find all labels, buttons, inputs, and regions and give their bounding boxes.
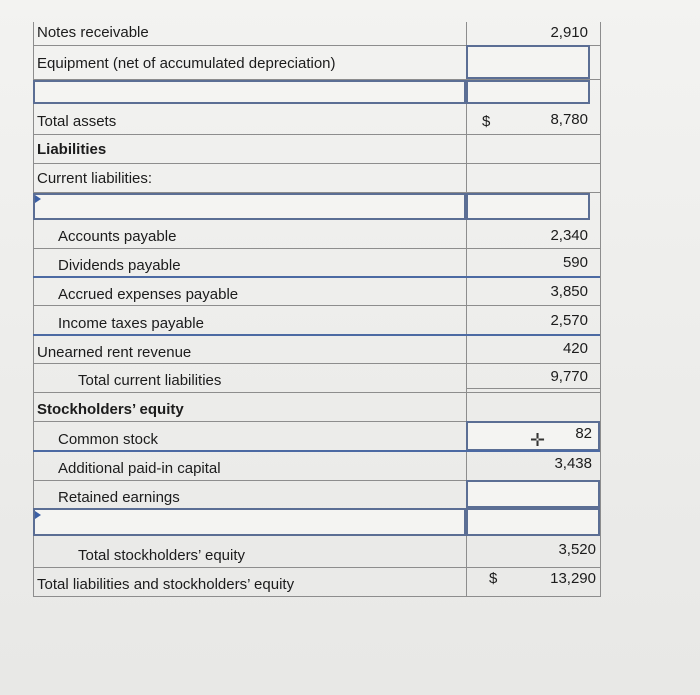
- total-se-value: 3,520: [558, 541, 596, 558]
- liabilities-heading: Liabilities: [37, 141, 107, 158]
- common-stock-value: 82: [575, 425, 592, 442]
- unearned-rent-value: 420: [562, 340, 588, 357]
- equipment-input[interactable]: [466, 45, 590, 79]
- blank-label-input[interactable]: [33, 80, 466, 104]
- total-l-se-value: 13,290: [550, 570, 596, 587]
- notes-receivable-value: 2,910: [550, 24, 588, 41]
- blank-value-input[interactable]: [466, 80, 590, 104]
- total-current-liabilities-value: 9,770: [550, 368, 588, 385]
- total-l-se-currency: $: [489, 570, 498, 587]
- unearned-rent-label: Unearned rent revenue: [37, 344, 192, 361]
- equipment-label: Equipment (net of accumulated depreciation): [37, 55, 336, 72]
- accrued-expenses-label: Accrued expenses payable: [58, 286, 239, 303]
- accounts-payable-label: Accounts payable: [58, 228, 177, 245]
- row-marker-icon-2: [35, 511, 41, 519]
- total-current-liabilities-label: Total current liabilities: [78, 372, 222, 389]
- total-assets-currency: $: [482, 113, 491, 130]
- total-assets-value: 8,780: [550, 111, 588, 128]
- apic-label: Additional paid-in capital: [58, 460, 221, 477]
- total-l-se-label: Total liabilities and stockholders’ equity: [37, 576, 295, 593]
- dividends-payable-label: Dividends payable: [58, 257, 181, 274]
- income-taxes-value: 2,570: [550, 312, 588, 329]
- total-assets-label: Total assets: [37, 113, 117, 130]
- retained-earnings-label: Retained earnings: [58, 489, 180, 506]
- blank-label-input-3[interactable]: [33, 508, 466, 536]
- accrued-expenses-value: 3,850: [550, 283, 588, 300]
- accounts-payable-value: 2,340: [550, 227, 588, 244]
- total-se-label: Total stockholders’ equity: [78, 547, 246, 564]
- retained-earnings-input[interactable]: [466, 480, 600, 508]
- apic-value: 3,438: [554, 455, 592, 472]
- stockholders-equity-heading: Stockholders’ equity: [37, 401, 184, 418]
- notes-receivable-label: Notes receivable: [37, 24, 149, 41]
- table-right-border: [600, 22, 601, 597]
- dividends-payable-value: 590: [562, 254, 588, 271]
- income-taxes-label: Income taxes payable: [58, 315, 204, 332]
- blank-label-input-2[interactable]: [33, 193, 466, 220]
- blank-value-input-3[interactable]: [466, 508, 600, 536]
- row-marker-icon: [35, 195, 41, 203]
- blank-value-input-2[interactable]: [466, 193, 590, 220]
- common-stock-label: Common stock: [58, 431, 159, 448]
- current-liabilities-label: Current liabilities:: [37, 170, 153, 187]
- crosshair-plus-icon: ✛: [530, 430, 546, 450]
